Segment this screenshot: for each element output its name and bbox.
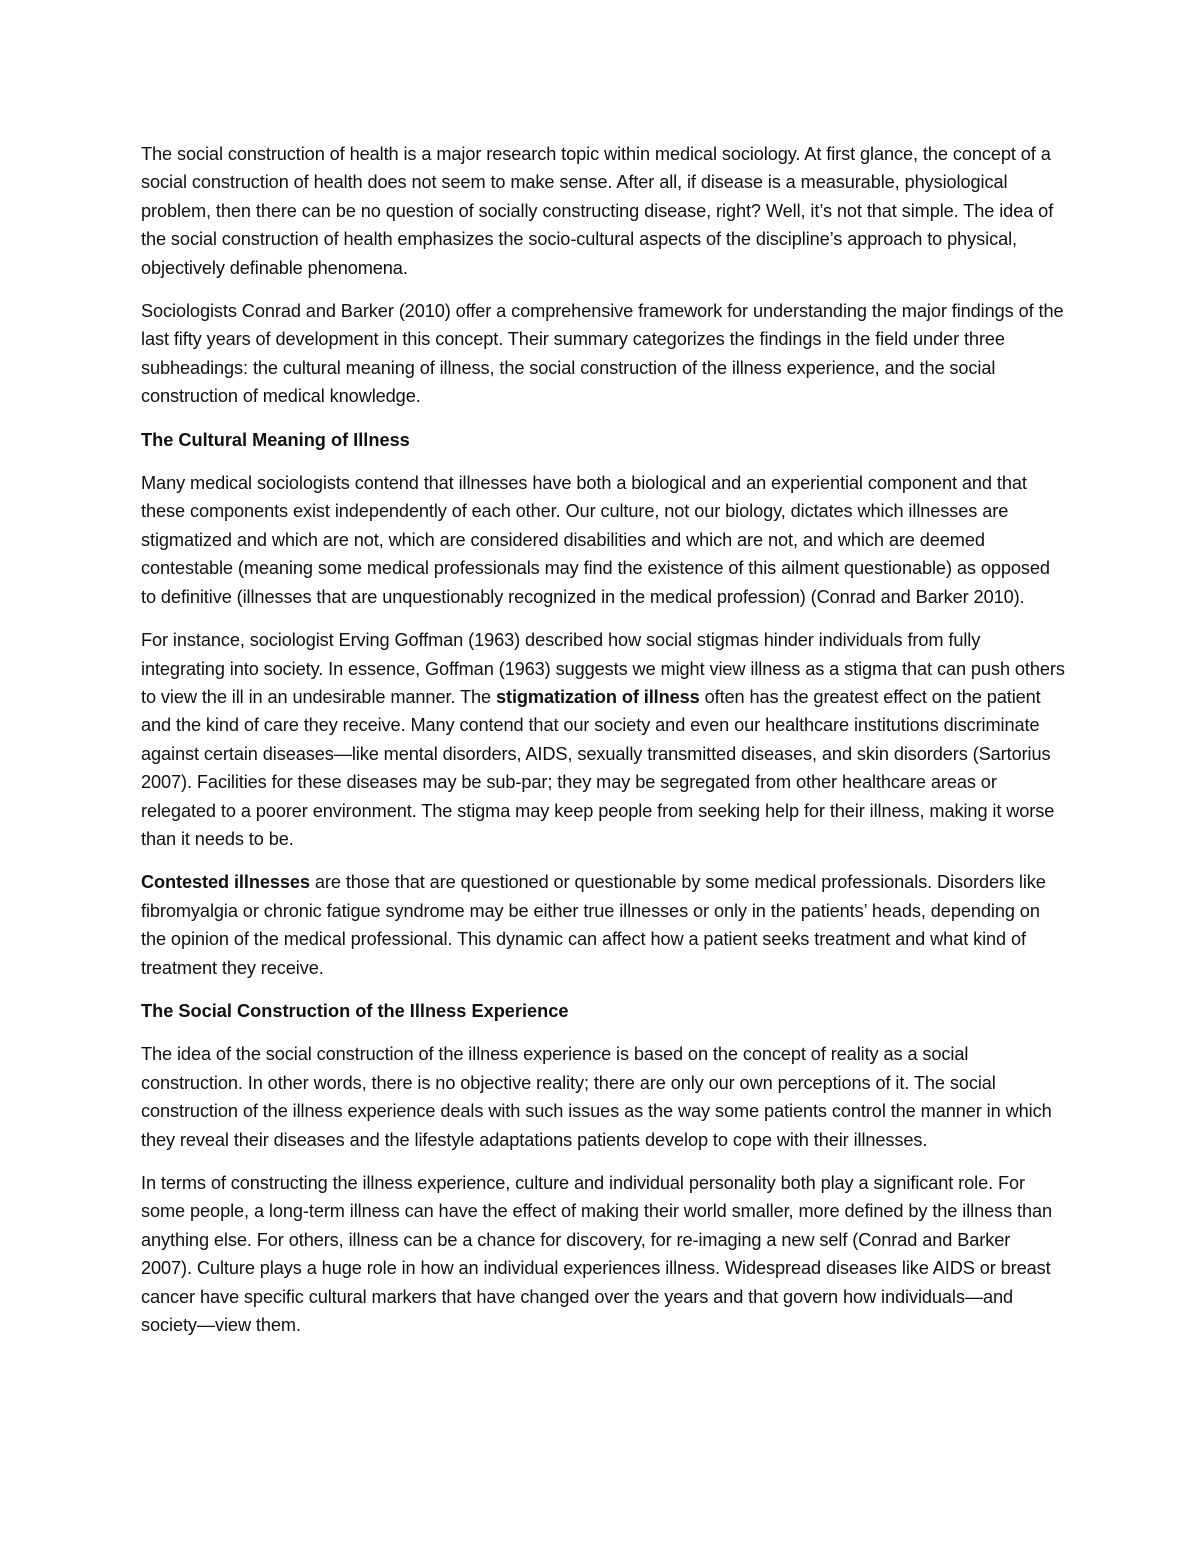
paragraph-contested — [141, 868, 1066, 982]
document-page — [141, 140, 1066, 1354]
heading-illness-experience: The Social Construction of the Illness Experience — [141, 1000, 569, 1021]
paragraph-culture-personality: In terms of constructing the illness experience, culture and individual personality both play a significant role. For some people, a long-term illness can have the effect of making their world smaller, more defined by the illness than anything else. For others, illness can be a chance for discovery, for re-imaging a new self (Conrad and Barker 2007). Culture plays a huge role in how an individual experiences illness. Widespread diseases like AIDS or breast cancer have specific cultural markers that have changed over the years and that govern how individuals—and society—view them. — [141, 1173, 1053, 1336]
paragraph-stigma-text-b: often has the greatest effect on the patient and the kind of care they receive. Many contend that our society and even our healthcare institutions discriminate against certain diseases—like mental disorders, AIDS, sexually transmitted diseases, and skin disorders (Sartorius 2007). Facilities for these diseases may be sub-par; they may be segregated from other healthcare areas or relegated to a poorer environment. The stigma may keep people from seeking help for their illness, making it worse than it needs to be. — [141, 686, 1055, 849]
paragraph-stigma-text-a: For instance, sociologist Erving Goffman (1963) described how social stigmas hinder individuals from fully integrating into society. In essence, Goffman (1963) suggests we might view illness as a stigma that can push others to view the ill in an undesirable manner. The — [141, 630, 1065, 707]
paragraph-cultural-meaning: Many medical sociologists contend that illnesses have both a biological and an experiential component and that these components exist independently of each other. Our culture, not our biology, dictates which illnesses are stigmatized and which are not, which are considered disabilities and which are not, and which are deemed contestable (meaning some medical professionals may find the existence of this ailment questionable) as opposed to definitive (illnesses that are unquestionably recognized in the medical profession) (Conrad and Barker 2010). — [141, 473, 1050, 607]
paragraph-framework: Sociologists Conrad and Barker (2010) offer a comprehensive framework for understanding the major findings of the last fifty years of development in this concept. Their summary categorizes the findings in the field under three subheadings: the cultural meaning of illness, the social construction of the illness experience, and the social construction of medical knowledge. — [141, 301, 1064, 407]
paragraph-contested-text: are those that are questioned or questionable by some medical professionals. Disorders like fibromyalgia or chronic fatigue syndrome may be either true illnesses or only in the patients’ heads, depending on the opinion of the medical professional. This dynamic can affect how a patient seeks treatment and what kind of treatment they receive. — [141, 872, 1046, 978]
heading-cultural-meaning: The Cultural Meaning of Illness — [141, 429, 410, 450]
term-stigmatization-of-illness: stigmatization of illness — [496, 686, 700, 707]
term-contested-illnesses: Contested illnesses — [141, 872, 310, 893]
paragraph-illness-experience: The idea of the social construction of the illness experience is based on the concept of reality as a social construction. In other words, there is no objective reality; there are only our own perceptions of it. The social construction of the illness experience deals with such issues as the way some patients control the manner in which they reveal their diseases and the lifestyle adaptations patients develop to cope with their illnesses. — [141, 1044, 1052, 1150]
paragraph-intro: The social construction of health is a major research topic within medical sociology. At first glance, the concept of a social construction of health does not seem to make sense. After all, if disease is a measurable, physiological problem, then there can be no question of socially constructing disease, right? Well, it’s not that simple. The idea of the social construction of health emphasizes the socio-cultural aspects of the discipline’s approach to physical, objectively definable phenomena. — [141, 144, 1054, 278]
paragraph-stigma — [141, 626, 1066, 853]
